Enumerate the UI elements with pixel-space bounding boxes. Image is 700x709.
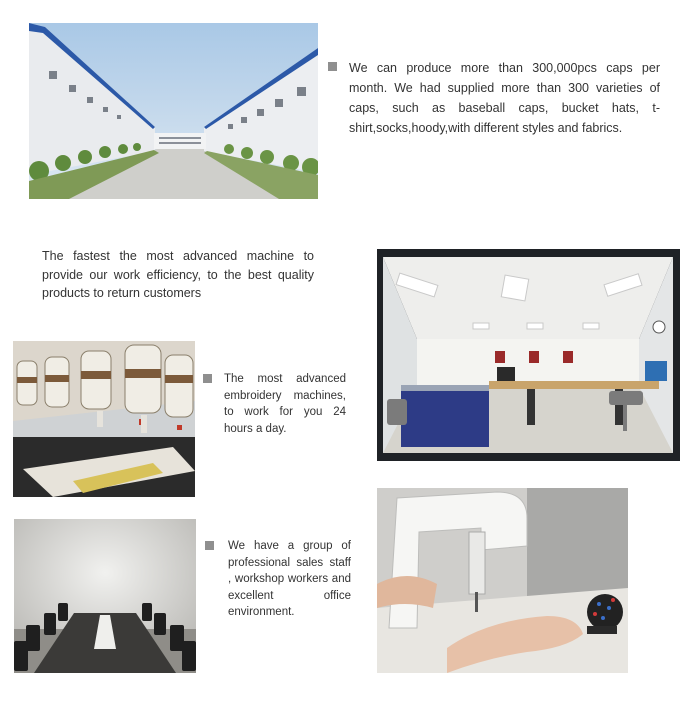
office-photo [377, 249, 680, 461]
machines-intro-text: The fastest the most advanced machine to provide our work efficiency, to the best quality products to return customers [42, 249, 314, 300]
embroidery-machines-photo [13, 341, 195, 497]
factory-exterior-photo [29, 23, 318, 199]
sewing-machine-photo [377, 488, 628, 673]
staff-environment-text: We have a group of professional sales staff , workshop workers and excellent office environment. [228, 540, 351, 618]
embroidery-machines-text: The most advanced embroidery machines, to work for you 24 hours a day. [224, 373, 346, 435]
bullet-square-icon [203, 374, 212, 383]
conference-room-photo [14, 519, 196, 673]
bullet-square-icon [328, 62, 337, 71]
factory-capacity-text: We can produce more than 300,000pcs caps per month. We had supplied more than 300 varieties of caps, such as baseball caps, bucket hats, t-shirt,socks,hoody,with different styles and fabrics. [349, 61, 660, 135]
bullet-square-icon [205, 541, 214, 550]
